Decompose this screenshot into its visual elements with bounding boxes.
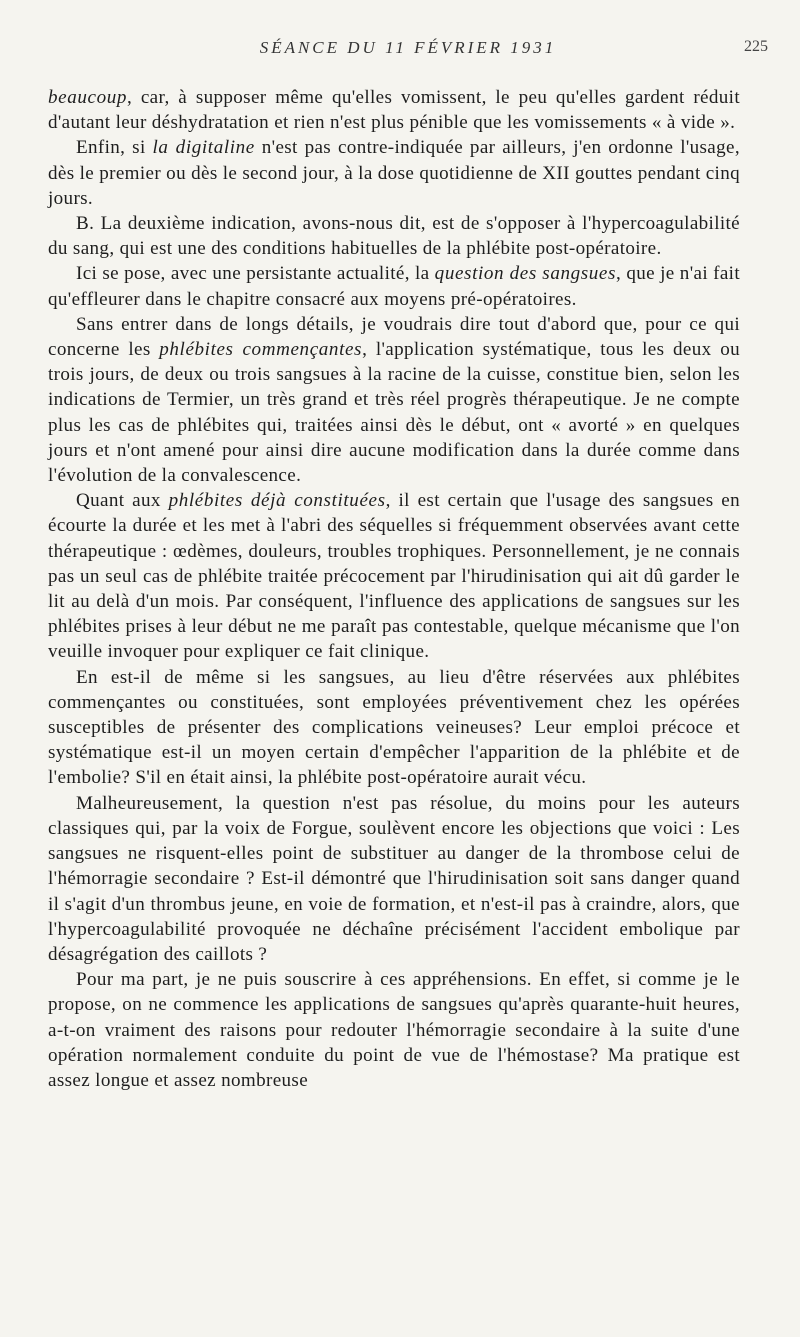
page-number: 225 [744, 38, 768, 55]
paragraph [48, 312, 740, 488]
paragraph [48, 211, 740, 261]
text-run: En est-il de même si les sangsues, au lieu d'être réservées aux phlébites commençantes ou constituées, sont employées préventivement chez les opérées susceptibles de présenter des complications veineuses? Leur emploi précoce et systématique est-il un moyen certain d'empêcher l'apparition de la phlébite et de l'embolie? S'il en était ainsi, la phlébite post-opératoire aurait vécu. [48, 666, 740, 789]
text-run: Ici se pose, avec une persistante actualité, la [76, 263, 435, 285]
text-run: Sans entrer dans de longs détails, je voudrais dire tout d'abord que, pour ce qui concerne les [48, 313, 740, 361]
text-run: n'est pas contre-indiquée par ailleurs, j'en ordonne l'usage, dès le premier ou dès le second jour, à la dose quotidienne de XII gouttes pendant cinq jours. [48, 137, 740, 209]
body-text [48, 85, 740, 1093]
paragraph [48, 967, 740, 1093]
paragraph [48, 488, 740, 664]
text-run: , car, à supposer même qu'elles vomissent, le peu qu'elles gardent réduit d'autant leur déshydratation et rien n'est plus pénible que les vomissements « à vide ». [48, 87, 740, 134]
text-run: Malheureusement, la question n'est pas résolue, du moins pour les auteurs classiques qui, par la voix de Forgue, soulèvent encore les objections que voici : Les sangsues ne risquent-elles point de substituer au danger de la thrombose celui de l'hémorragie secondaire ? Est-il démontré que l'hirudinisation soit sans danger quand il s'agit d'un thrombus jeune, en voie de formation, et n'est-il pas à craindre, alors, que l'hypercoagulabilité provoquée ne déchaîne précisément l'accident embolique par désagrégation des caillots ? [48, 792, 740, 965]
text-run: , l'application systématique, tous les deux ou trois jours, de deux ou trois sangsues à la racine de la cuisse, constitue bien, selon les indications de Termier, un très grand et très réel progrès thérapeutique. Je ne compte plus les cas de phlébites qui, traitées ainsi dès le début, ont « avorté » en quelques jours et n'ont amené pour ainsi dire aucune modification dans la durée comme dans l'évolution de la convalescence. [48, 339, 740, 487]
paragraph [48, 791, 740, 967]
text-run: , il est certain que l'usage des sangsues en écourte la durée et les met à l'abri des séquelles si fréquemment observées avant cette thérapeutique : œdèmes, douleurs, troubles trophiques. Personnellement, je ne connais pas un seul cas de phlébite traitée précocement par l'hirudinisation qui ait dû garder le lit au delà d'un mois. Par conséquent, l'influence des applications de sangsues sur les phlébites prises à leur début ne me paraît pas contestable, quelque mécanisme que l'on veuille invoquer pour expliquer ce fait clinique. [48, 490, 741, 663]
paragraph [48, 261, 740, 311]
page-header [48, 38, 768, 62]
text-run: Pour ma part, je ne puis souscrire à ces appréhensions. En effet, si comme je le propose, on ne commence les applications de sangsues qu'après quarante-huit heures, a-t-on vraiment des raisons pour redouter l'hémorragie secondaire à la suite d'une opération normalement conduite du point de vue de l'hémostase? Ma pratique est assez longue et assez nombreuse [48, 969, 740, 1091]
italic-phrase: phlébites commençantes [159, 339, 363, 361]
italic-phrase: la digitaline [152, 137, 255, 159]
italic-phrase: phlébites déjà constituées [168, 490, 386, 512]
text-run: , que je n'ai fait qu'effleurer dans le chapitre consacré aux moyens pré-opératoires. [48, 263, 740, 310]
text-run: Enfin, si [76, 137, 153, 159]
text-run: B. La deuxième indication, avons-nous dit, est de s'opposer à l'hypercoagulabilité du sang, qui est une des conditions habituelles de la phlébite post-opératoire. [48, 213, 740, 260]
running-title: SÉANCE DU 11 FÉVRIER 1931 [259, 38, 557, 57]
paragraph [48, 135, 740, 211]
paragraph [48, 665, 740, 791]
italic-phrase: question des sangsues [434, 263, 617, 285]
text-run: Quant aux [76, 490, 169, 512]
italic-phrase: beaucoup [48, 87, 128, 108]
paragraph [48, 85, 740, 135]
